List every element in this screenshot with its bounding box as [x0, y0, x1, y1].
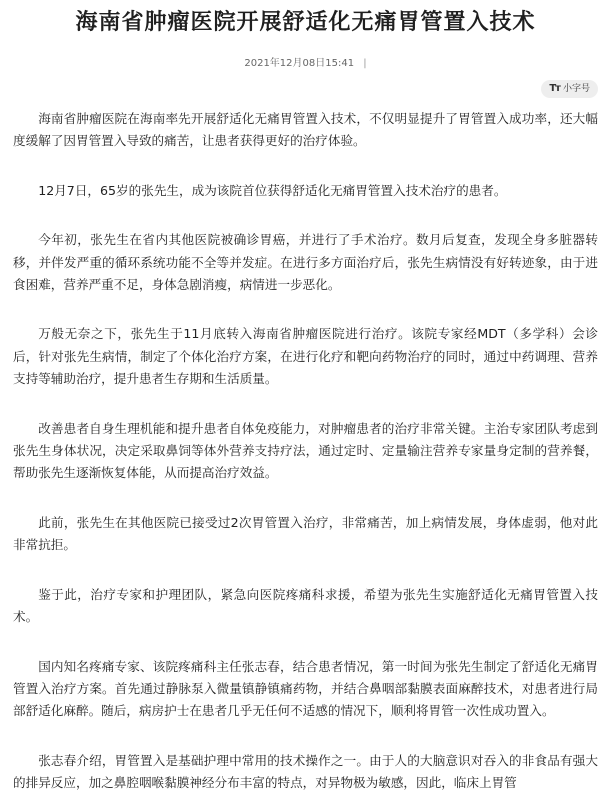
font-size-toggle-button[interactable]	[541, 80, 598, 98]
meta-separator: |	[363, 58, 367, 69]
article-body	[0, 108, 611, 794]
article-meta	[0, 57, 611, 71]
publish-datetime: 2021年12月08日15:41	[244, 58, 355, 69]
font-size-icon: Tт	[549, 83, 560, 94]
paragraph: 海南省肿瘤医院在海南率先开展舒适化无痛胃管置入技术，不仅明显提升了胃管置入成功率，还大幅度缓解了因胃管置入导致的痛苦，让患者获得更好的治疗体验。	[13, 111, 598, 149]
paragraph: 今年初，张先生在省内其他医院被确诊胃癌，并进行了手术治疗。数月后复查，发现全身多脏器转移，并伴发严重的循环系统功能不全等并发症。在进行多方面治疗后，张先生病情没有好转迹象，由于进食困难，营养严重不足，身体急剧消瘦，病情进一步恶化。	[13, 232, 598, 293]
paragraph: 12月7日，65岁的张先生，成为该院首位获得舒适化无痛胃管置入技术治疗的患者。	[38, 182, 507, 198]
paragraph: 国内知名疼痛专家、该院疼痛科主任张志春，结合患者情况，第一时间为张先生制定了舒适化无痛胃管置入治疗方案。首先通过静脉泵入微量镇静镇痛药物，并结合鼻咽部黏膜表面麻醉技术，对患者进行局部舒适化麻醉。随后，病房护士在患者几乎无任何不适感的情况下，顺利将胃管一次性成功置入。	[13, 658, 598, 719]
paragraph: 鉴于此，治疗专家和护理团队，紧急向医院疼痛科求援，希望为张先生实施舒适化无痛胃管置入技术。	[13, 586, 598, 625]
paragraph: 此前，张先生在其他医院已接受过2次胃管置入治疗，非常痛苦，加上病情发展，身体虚弱，他对此非常抗拒。	[13, 514, 598, 553]
paragraph: 万般无奈之下，张先生于11月底转入海南省肿瘤医院进行治疗。该院专家经MDT（多学科）会诊后，针对张先生病情，制定了个体化治疗方案，在进行化疗和靶向药物治疗的同时，通过中药调理、营养支持等辅助治疗，提升患者生存期和生活质量。	[13, 326, 598, 387]
font-size-toggle-label: 小字号	[562, 84, 590, 94]
article-title: 海南省肿瘤医院开展舒适化无痛胃管置入技术	[75, 10, 536, 35]
paragraph: 改善患者自身生理机能和提升患者自体免疫能力，对肿瘤患者的治疗非常关键。主治专家团队考虑到张先生身体状况，决定采取鼻饲等体外营养支持疗法，通过定时、定量输注营养专家量身定制的营养餐，帮助张先生逐渐恢复体能，从而提高治疗效益。	[13, 420, 598, 481]
paragraph: 张志春介绍，胃管置入是基础护理中常用的技术操作之一。由于人的大脑意识对吞入的非食品有强大的排异反应，加之鼻腔咽喉黏膜神经分布丰富的特点，对异物极为敏感，因此，临床上胃管	[13, 752, 598, 791]
toolbar	[0, 80, 611, 100]
